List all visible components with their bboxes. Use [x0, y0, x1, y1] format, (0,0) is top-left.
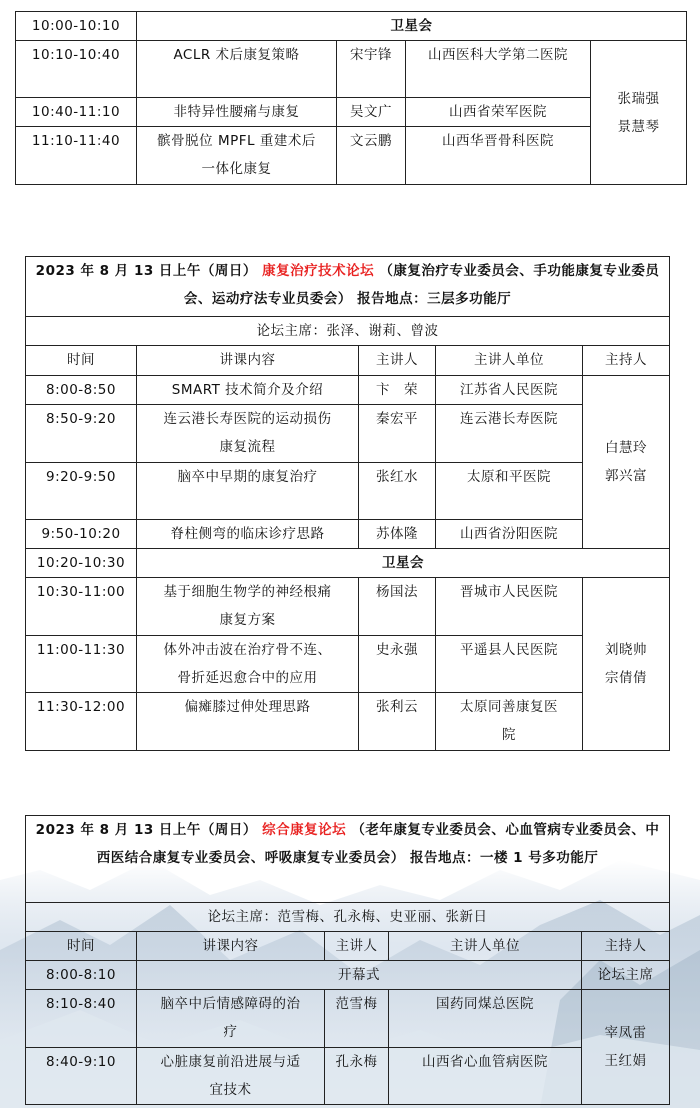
column-header-time: 时间	[26, 932, 137, 961]
unit-cell: 国药同煤总医院	[389, 990, 582, 1048]
forum-organizers: （老年康复专业委员会、心血管病专业委员会、中西医结合康复专业委员会、呼吸康复专业委员会） 报告地点：一楼 1 号多功能厅	[96, 822, 660, 866]
column-header-unit: 主讲人单位	[436, 346, 583, 376]
unit-cell: 晋城市人民医院	[436, 578, 583, 636]
host-name: 宗倩倩	[605, 670, 648, 686]
speaker-cell: 秦宏平	[359, 405, 436, 463]
forum-date: 2023 年 8 月 13 日上午（周日）	[35, 263, 257, 279]
time-cell: 10:40-11:10	[16, 98, 137, 127]
forum-header	[26, 816, 670, 903]
host-cell	[591, 41, 687, 185]
unit-cell: 太原和平医院	[436, 463, 583, 520]
satellite-meeting-label: 卫星会	[137, 549, 670, 578]
time-cell: 9:50-10:20	[26, 520, 137, 549]
topic-line: 连云港长寿医院的运动损伤	[163, 411, 332, 427]
forum-header	[26, 257, 670, 317]
speaker-cell: 范雪梅	[325, 990, 389, 1048]
column-header-topic: 讲课内容	[137, 932, 325, 961]
satellite-meeting-label: 卫星会	[137, 12, 687, 41]
topic-line: 体外冲击波在治疗骨不连、	[163, 642, 332, 658]
unit-cell: 山西华晋骨科医院	[406, 127, 591, 185]
topic-cell	[137, 578, 359, 636]
unit-cell: 山西省荣军医院	[406, 98, 591, 127]
topic-line: 心脏康复前沿进展与适	[160, 1054, 301, 1070]
speaker-cell: 张利云	[359, 693, 436, 751]
topic-line: 骨折延迟愈合中的应用	[177, 670, 318, 686]
unit-cell: 山西省心血管病医院	[389, 1048, 582, 1105]
time-cell: 11:30-12:00	[26, 693, 137, 751]
schedule-table-3	[25, 815, 670, 1105]
time-cell: 10:30-11:00	[26, 578, 137, 636]
time-cell: 11:00-11:30	[26, 636, 137, 693]
host-name: 张瑞强	[617, 90, 660, 107]
unit-cell: 江苏省人民医院	[436, 376, 583, 405]
time-cell: 10:20-10:30	[26, 549, 137, 578]
unit-cell	[436, 693, 583, 751]
time-cell: 8:10-8:40	[26, 990, 137, 1048]
speaker-cell: 卞 荣	[359, 376, 436, 405]
topic-line: 宜技术	[209, 1082, 252, 1098]
unit-line: 太原同善康复医	[460, 699, 558, 715]
topic-cell: SMART 技术简介及介绍	[137, 376, 359, 405]
column-header-speaker: 主讲人	[325, 932, 389, 961]
unit-cell: 山西医科大学第二医院	[406, 41, 591, 98]
topic-cell	[137, 405, 359, 463]
topic-cell: ACLR 术后康复策略	[137, 41, 337, 98]
speaker-cell: 宋宇锋	[337, 41, 406, 98]
host-cell	[583, 376, 670, 549]
speaker-cell: 吴文广	[337, 98, 406, 127]
speaker-cell: 杨国法	[359, 578, 436, 636]
time-cell: 9:20-9:50	[26, 463, 137, 520]
column-header-time: 时间	[26, 346, 137, 376]
time-cell: 11:10-11:40	[16, 127, 137, 185]
forum-organizers: （康复治疗专业委员会、手功能康复专业委员会、运动疗法专业员委会） 报告地点：三层多功能厅	[183, 263, 660, 307]
column-header-unit: 主讲人单位	[389, 932, 582, 961]
forum-name: 综合康复论坛	[262, 822, 347, 838]
unit-cell: 连云港长寿医院	[436, 405, 583, 463]
topic-cell	[137, 1048, 325, 1105]
topic-cell: 脊柱侧弯的临床诊疗思路	[137, 520, 359, 549]
speaker-cell: 孔永梅	[325, 1048, 389, 1105]
topic-line: 康复方案	[219, 612, 276, 628]
forum-chair: 论坛主席：张泽、谢莉、曾波	[26, 317, 670, 346]
time-cell: 8:50-9:20	[26, 405, 137, 463]
speaker-cell: 张红水	[359, 463, 436, 520]
unit-line: 院	[502, 727, 516, 743]
topic-line: 康复流程	[219, 439, 276, 455]
column-header-speaker: 主讲人	[359, 346, 436, 376]
forum-chair: 论坛主席：范雪梅、孔永梅、史亚丽、张新日	[26, 903, 670, 932]
host-name: 白慧玲	[605, 440, 648, 456]
speaker-cell: 史永强	[359, 636, 436, 693]
time-cell: 8:00-8:50	[26, 376, 137, 405]
topic-cell	[137, 990, 325, 1048]
host-name: 王红娟	[604, 1053, 647, 1069]
time-cell: 8:00-8:10	[26, 961, 137, 990]
speaker-cell: 文云鹏	[337, 127, 406, 185]
topic-line: 基于细胞生物学的神经根痛	[163, 584, 332, 600]
time-cell: 10:00-10:10	[16, 12, 137, 41]
host-cell	[583, 578, 670, 751]
host-cell	[582, 990, 670, 1105]
topic-cell: 偏瘫膝过伸处理思路	[137, 693, 359, 751]
schedule-table-2	[25, 256, 670, 751]
forum-name: 康复治疗技术论坛	[262, 263, 375, 279]
column-header-topic: 讲课内容	[137, 346, 359, 376]
unit-cell: 山西省汾阳医院	[436, 520, 583, 549]
opening-ceremony-label: 开幕式	[137, 961, 582, 990]
topic-cell	[137, 127, 337, 185]
host-name: 郭兴富	[605, 468, 648, 484]
topic-line: 一体化康复	[201, 161, 272, 177]
topic-cell: 非特异性腰痛与康复	[137, 98, 337, 127]
host-name: 刘晓帅	[605, 642, 648, 658]
topic-line: 髌骨脱位 MPFL 重建术后	[157, 133, 316, 149]
host-name: 宰凤雷	[604, 1025, 647, 1041]
column-header-host: 主持人	[583, 346, 670, 376]
schedule-table-1	[15, 11, 687, 185]
topic-cell: 脑卒中早期的康复治疗	[137, 463, 359, 520]
topic-line: 疗	[223, 1024, 238, 1040]
host-cell: 论坛主席	[582, 961, 670, 990]
time-cell: 10:10-10:40	[16, 41, 137, 98]
host-name: 景慧琴	[617, 118, 660, 135]
time-cell: 8:40-9:10	[26, 1048, 137, 1105]
topic-cell	[137, 636, 359, 693]
forum-date: 2023 年 8 月 13 日上午（周日）	[35, 822, 257, 838]
speaker-cell: 苏体隆	[359, 520, 436, 549]
unit-cell: 平遥县人民医院	[436, 636, 583, 693]
column-header-host: 主持人	[582, 932, 670, 961]
topic-line: 脑卒中后情感障碍的治	[160, 996, 301, 1012]
